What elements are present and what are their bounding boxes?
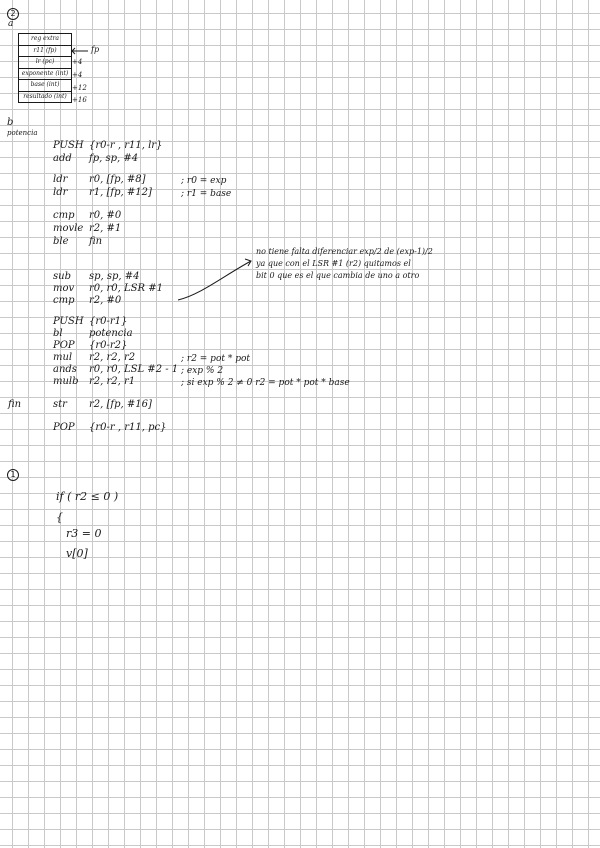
code-op: add (53, 153, 72, 164)
stack-offset: +16 (72, 96, 87, 104)
stack-cell: lr (pc) (19, 56, 71, 68)
side-note-line: no tiene falta diferenciar exp/2 de (exp-1)/2 (256, 247, 433, 256)
stack-cell: reg extra (31, 35, 59, 42)
code-op: PUSH (53, 316, 84, 327)
code-op: movle (53, 223, 84, 234)
section-number-1: 1 (7, 469, 19, 481)
code-args: fin (89, 236, 103, 247)
fin-label: fin (8, 399, 22, 410)
stack-cell: base (int) (19, 79, 71, 91)
code-args: {r0-r , r11, pc} (89, 422, 167, 433)
code-args: fp, sp, #4 (89, 153, 139, 164)
code-op: cmp (53, 295, 75, 306)
pseudo-code-line: r3 = 0 (66, 527, 102, 540)
code-op: ldr (53, 174, 68, 185)
code-args: sp, sp, #4 (89, 271, 140, 282)
code-args: {r0-r1} (89, 316, 128, 327)
code-args: r2, r2, r2 (89, 352, 136, 363)
code-args: potencia (89, 328, 133, 339)
pseudo-code-line: v[0] (66, 547, 88, 560)
code-args: r0, r0, LSR #1 (89, 283, 163, 294)
code-op: str (53, 399, 67, 410)
stack-cell: resultado (int) (19, 91, 71, 103)
stack-offset: +12 (72, 84, 87, 92)
stack-offset: +4 (72, 58, 83, 66)
code-op: mov (53, 283, 75, 294)
section-label-b: b (7, 117, 14, 128)
code-op: ands (53, 364, 77, 375)
code-op: cmp (53, 210, 75, 221)
stack-offset: +4 (72, 71, 83, 79)
code-op: PUSH (53, 140, 84, 151)
code-args: r2, #1 (89, 223, 122, 234)
section-label-a: a (8, 19, 14, 29)
code-comment: ; r1 = base (181, 189, 232, 199)
code-comment: ; si exp % 2 ≠ 0 r2 = pot * pot * base (181, 378, 350, 388)
code-op: POP (53, 422, 75, 433)
code-op: POP (53, 340, 75, 351)
code-op: ble (53, 236, 69, 247)
pseudo-code-line: { (56, 511, 63, 524)
code-args: r2, [fp, #16] (89, 399, 152, 410)
code-op: bl (53, 328, 63, 339)
pseudo-code-line: if ( r2 ≤ 0 ) (56, 490, 119, 503)
code-args: r2, #0 (89, 295, 122, 306)
code-op: sub (53, 271, 71, 282)
code-args: r0, r0, LSL #2 - 1 (89, 364, 179, 375)
code-args: {r0-r , r11, lr} (89, 140, 163, 151)
code-args: r0, #0 (89, 210, 122, 221)
code-args: {r0-r2} (89, 340, 128, 351)
code-op: mulb (53, 376, 79, 387)
fp-label: fp (91, 45, 100, 54)
code-comment: ; exp % 2 (181, 366, 224, 376)
stack-cell: exponente (int) (19, 68, 71, 80)
code-op: mul (53, 352, 73, 363)
section-sublabel-b: potencia (7, 129, 38, 137)
section-number-a: 2 (7, 8, 19, 20)
code-comment: ; r2 = pot * pot (181, 354, 250, 364)
code-args: r2, r2, r1 (89, 376, 136, 387)
code-op: ldr (53, 187, 68, 198)
code-comment: ; r0 = exp (181, 176, 227, 186)
side-note-line: bit 0 que es el que cambia de uno a otro (256, 271, 420, 280)
code-args: r1, [fp, #12] (89, 187, 152, 198)
side-note-line: ya que con el LSR #1 (r2) quitamos el (256, 259, 411, 268)
code-args: r0, [fp, #8] (89, 174, 146, 185)
stack-cell: r11 (fp) (19, 45, 71, 57)
